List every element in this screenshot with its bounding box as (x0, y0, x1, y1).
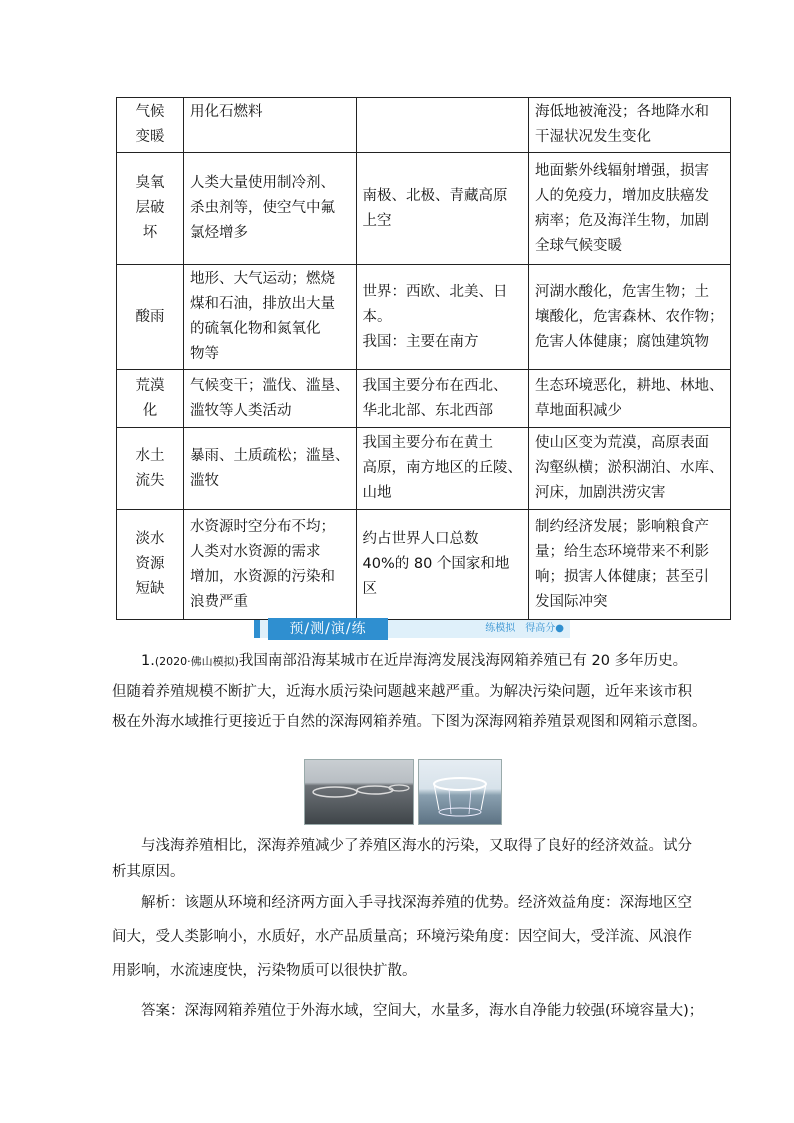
cell-text-line: 酸雨 (135, 308, 165, 325)
cause-cell (184, 428, 357, 510)
cell-text-line: 的硫氧化物和氮氧化 (190, 321, 321, 337)
question-number: 1. (141, 653, 155, 669)
cell-text-line: 用化石燃料 (190, 104, 263, 120)
region-cell (356, 265, 529, 370)
cell-text-line: 全球气候变暖 (535, 237, 622, 254)
section-banner (254, 620, 570, 638)
cell-text-line: 物等 (190, 346, 219, 362)
cause-cell (184, 510, 357, 620)
region-cell (356, 370, 529, 428)
cell-text-line: 病率；危及海洋生物，加剧 (535, 212, 709, 229)
harm-cell (529, 428, 731, 510)
cell-text-line: 我国主要分布在西北、 (362, 377, 508, 394)
cell-text-line: 发国际冲突 (535, 593, 608, 610)
cell-text-line: 山地 (362, 485, 392, 501)
environment-problems-table (116, 97, 731, 620)
cell-text-line: 资源 (135, 556, 165, 572)
cell-text-line: 干湿状况发生变化 (535, 129, 651, 145)
answer-line-1: 答案：深海网箱养殖位于外海水域，空间大，水量多，海水自净能力较强(环境容量大)； (141, 1003, 704, 1019)
table-row (117, 98, 731, 153)
cell-text-line: 煤和石油，排放出大量 (190, 296, 335, 312)
cause-cell (184, 265, 357, 370)
harm-cell (529, 370, 731, 428)
cell-text-line: 杀虫剂等，使空气中氟 (190, 200, 335, 216)
cell-text-line: 响；损害人体健康；甚至引 (535, 568, 709, 585)
analysis-line-3: 用影响，水流速度快，污染物质可以很快扩散。 (112, 963, 417, 979)
cell-text-line: 世界：西欧、北美、日 (362, 283, 508, 300)
answer-text (112, 996, 704, 1026)
cell-text-line: 淡水 (135, 531, 165, 547)
cell-text-line: 使山区变为荒漠，高原表面 (535, 435, 709, 451)
cell-text-line: 暴雨、土质疏松；滥垦、 (190, 447, 350, 464)
cell-text-line: 40%的 80 个国家和地 (362, 556, 510, 572)
cell-text-line: 流失 (135, 472, 165, 489)
table-row (117, 428, 731, 510)
banner-tagline: 练模拟 得高分● (485, 623, 564, 634)
prompt-line-1: 与浅海养殖相比，深海养殖减少了养殖区海水的污染，又取得了良好的经济效益。试分 (141, 838, 692, 854)
banner-accent-bar (254, 620, 260, 638)
harm-cell (529, 265, 731, 370)
cell-text-line: 坏 (142, 225, 158, 241)
problem-name-cell (117, 265, 184, 370)
cause-cell (184, 370, 357, 428)
question-line-2: 但随着养殖规模不断扩大，近海水质污染问题越来越严重。为解决污染问题，近年来该市积 (112, 684, 692, 700)
cell-text-line: 高原，南方地区的丘陵、 (362, 460, 522, 476)
cell-text-line: 壤酸化，危害森林、农作物； (535, 308, 724, 325)
harm-cell (529, 510, 731, 620)
cell-text-line: 制约经济发展；影响粮食产 (535, 518, 709, 535)
cell-text-line: 危害人体健康；腐蚀建筑物 (535, 333, 709, 350)
cell-text-line: 气候变干；滥伐、滥垦、 (190, 377, 350, 394)
table-row (117, 265, 731, 370)
analysis-text (112, 886, 694, 988)
cell-text-line: 人类大量使用制冷剂、 (190, 175, 335, 191)
cell-text-line: 生态环境恶化，耕地、林地、 (535, 377, 724, 394)
problem-name-cell (117, 428, 184, 510)
cell-text-line: 水资源时空分布不均； (190, 518, 335, 535)
cell-text-line: 人的免疫力，增加皮肤癌发 (535, 187, 709, 204)
question-line-1: 我国南部沿海某城市在近岸海湾发展浅海网箱养殖已有 20 多年历史。 (238, 653, 688, 669)
deep-sea-cage-landscape-photo (304, 759, 414, 825)
cell-text-line: 区 (362, 581, 377, 597)
cell-text-line: 华北北部、东北西部 (362, 402, 493, 419)
cell-text-line: 河湖水酸化，危害生物；土 (535, 283, 709, 300)
table-body (117, 98, 731, 620)
cell-text-line: 臭氧 (135, 175, 165, 191)
cell-text-line: 气候 (135, 104, 165, 120)
cell-text-line: 层破 (135, 200, 165, 216)
question-prompt (112, 831, 694, 883)
question-source: (2020·佛山模拟) (154, 655, 239, 668)
table-row (117, 510, 731, 620)
net-cage-illustration (419, 760, 501, 824)
cell-text-line: 滥牧等人类活动 (190, 402, 292, 419)
table-row (117, 153, 731, 265)
cell-text-line: 我国：主要在南方 (362, 333, 479, 350)
question-text (112, 646, 707, 737)
net-cage-diagram (418, 759, 502, 825)
cell-text-line: 人类对水资源的需求 (190, 543, 321, 560)
banner-title: 预/测/演/练 (268, 618, 388, 640)
question-line-3: 极在外海水域推行更接近于自然的深海网箱养殖。下图为深海网箱养殖景观图和网箱示意图。 (112, 714, 707, 730)
cell-text-line: 浪费严重 (190, 593, 248, 610)
cell-text-line: 沟壑纵横；淤积湖泊、水库、 (535, 460, 724, 476)
cell-text-line: 草地面积减少 (535, 402, 622, 419)
analysis-line-1: 解析：该题从环境和经济两方面入手寻找深海养殖的优势。经济效益角度：深海地区空 (141, 895, 692, 911)
region-cell (356, 428, 529, 510)
cell-text-line: 约占世界人口总数 (362, 531, 479, 547)
harm-cell (529, 98, 731, 153)
cell-text-line: 变暖 (135, 129, 165, 145)
cell-text-line: 氯烃增多 (190, 225, 248, 241)
cause-cell (184, 153, 357, 265)
cell-text-line: 地面紫外线辐射增强，损害 (535, 162, 709, 179)
cell-text-line: 增加，水资源的污染和 (190, 568, 335, 585)
cell-text-line: 海低地被淹没；各地降水和 (535, 104, 709, 120)
cell-text-line: 本。 (362, 308, 392, 325)
cell-text-line: 荒漠 (135, 377, 165, 394)
cell-text-line: 我国主要分布在黄土 (362, 435, 493, 451)
cell-text-line: 滥牧 (190, 472, 219, 489)
region-cell (356, 153, 529, 265)
cage-landscape-illustration (305, 760, 413, 824)
problem-name-cell (117, 98, 184, 153)
cause-cell (184, 98, 357, 153)
cell-text-line: 化 (142, 402, 158, 419)
table-row (117, 370, 731, 428)
cell-text-line: 量；给生态环境带来不利影 (535, 543, 709, 560)
problem-name-cell (117, 510, 184, 620)
cell-text-line: 上空 (362, 212, 392, 229)
cell-text-line: 短缺 (135, 581, 165, 597)
problem-name-cell (117, 370, 184, 428)
region-cell (356, 510, 529, 620)
cell-text-line: 地形、大气运动；燃烧 (190, 271, 335, 287)
problem-name-cell (117, 153, 184, 265)
region-cell (356, 98, 529, 153)
harm-cell (529, 153, 731, 265)
analysis-line-2: 间大，受人类影响小，水质好，水产品质量高；环境污染角度：因空间大，受洋流、风浪作 (112, 929, 692, 945)
cell-text-line: 水土 (135, 447, 165, 464)
cell-text-line: 南极、北极、青藏高原 (362, 187, 508, 204)
cell-text-line: 河床，加剧洪涝灾害 (535, 485, 666, 501)
prompt-line-2: 析其原因。 (112, 864, 185, 880)
